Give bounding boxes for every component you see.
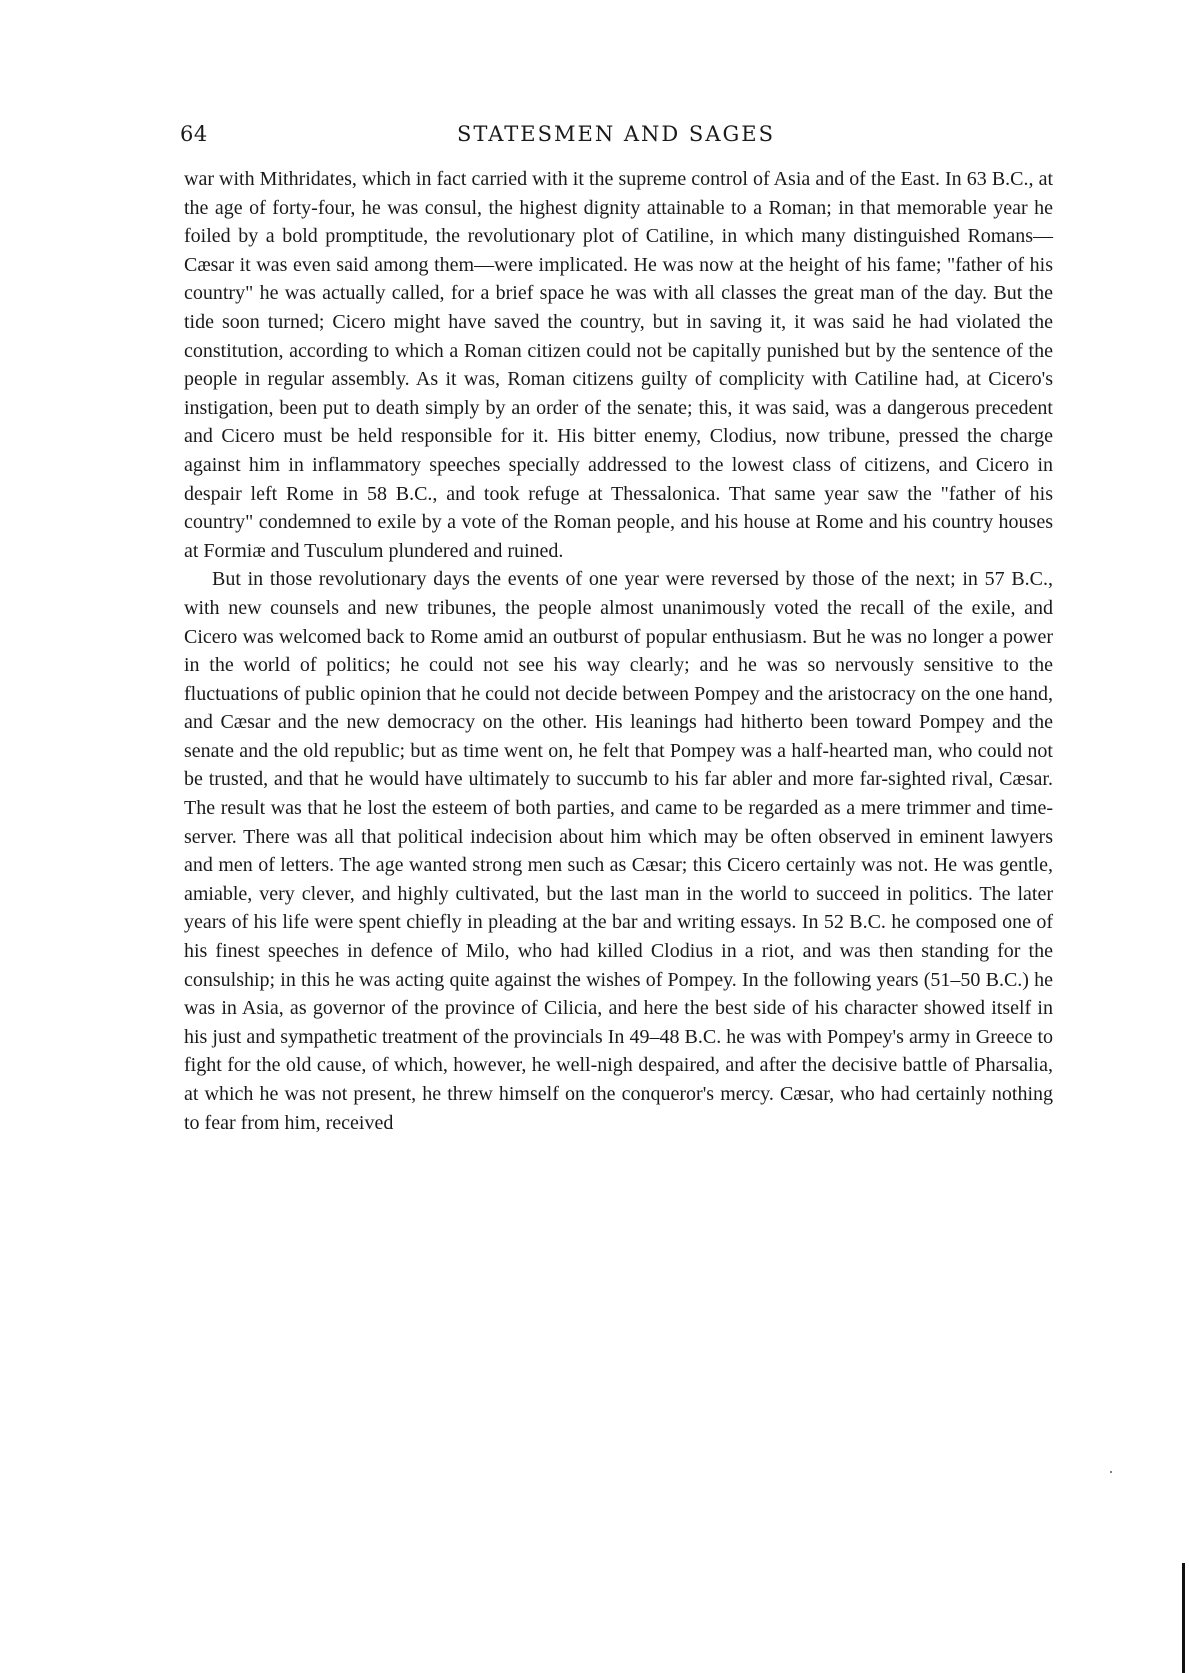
- page-number: 64: [180, 122, 208, 146]
- running-head: [180, 122, 1052, 152]
- paragraph-2: But in those revolutionary days the events of one year were reversed by those of the next; in 57 B.C., with new counsels and new tribunes, the people almost unanimously voted the recall of the exile, and Cicero was welcomed back to Rome amid an outburst of popular enthusiasm. But he was no longer a power in the world of politics; he could not see his way clearly; and he was so nervously sensitive to the fluctuations of public opinion that he could not decide between Pompey and the aristocracy on the one hand, and Cæsar and the new democracy on the other. His leanings had hitherto been toward Pompey and the senate and the old republic; but as time went on, he felt that Pompey was a half-hearted man, who could not be trusted, and that he would have ultimately to succumb to his far abler and more far-sighted rival, Cæsar. The result was that he lost the esteem of both parties, and came to be regarded as a mere trimmer and time-server. There was all that political indecision about him which may be often observed in eminent lawyers and men of letters. The age wanted strong men such as Cæsar; this Cicero certainly was not. He was gentle, amiable, very clever, and highly cultivated, but the last man in the world to succeed in politics. The later years of his life were spent chiefly in pleading at the bar and writing essays. In 52 B.C. he composed one of his finest speeches in defence of Milo, who had killed Clodius in a riot, and was then standing for the consulship; in this he was acting quite against the wishes of Pompey. In the following years (51–50 B.C.) he was in Asia, as governor of the province of Cilicia, and here the best side of his character showed itself in his just and sympathetic treatment of the provincials In 49–48 B.C. he was with Pompey's army in Greece to fight for the old cause, of which, however, he well-nigh despaired, and after the decisive battle of Pharsalia, at which he was not present, he threw himself on the conqueror's mercy. Cæsar, who had certainly nothing to fear from him, received: [184, 568, 1053, 1134]
- paragraph-1: war with Mithridates, which in fact carried with it the supreme control of Asia and of the East. In 63 B.C., at the age of forty-four, he was consul, the highest dignity attainable to a Roman; in that memorable year he foiled by a bold promptitude, the revolutionary plot of Catiline, in which many distinguished Romans—Cæsar it was even said among them—were implicated. He was now at the height of his fame; "father of his country" he was actually called, for a brief space he was with all classes the great man of the day. But the tide soon turned; Cicero might have saved the country, but in saving it, it was said he had violated the constitution, according to which a Roman citizen could not be capitally punished but by the sentence of the people in regular assembly. As it was, Roman citizens guilty of complicity with Catiline had, at Cicero's instigation, been put to death simply by an order of the senate; this, it was said, was a dangerous precedent and Cicero must be held responsible for it. His bitter enemy, Clodius, now tribune, pressed the charge against him in inflammatory speeches specially addressed to the lowest class of citizens, and Cicero in despair left Rome in 58 B.C., and took refuge at Thessalonica. That same year saw the "father of his country" condemned to exile by a vote of the Roman people, and his house at Rome and his country houses at Formiæ and Tusculum plundered and ruined.: [184, 168, 1053, 562]
- scan-edge-mark: [1182, 1563, 1185, 1673]
- body-text: [184, 165, 1053, 1137]
- scan-speck: [1110, 1471, 1112, 1473]
- running-title: STATESMEN AND SAGES: [457, 122, 775, 146]
